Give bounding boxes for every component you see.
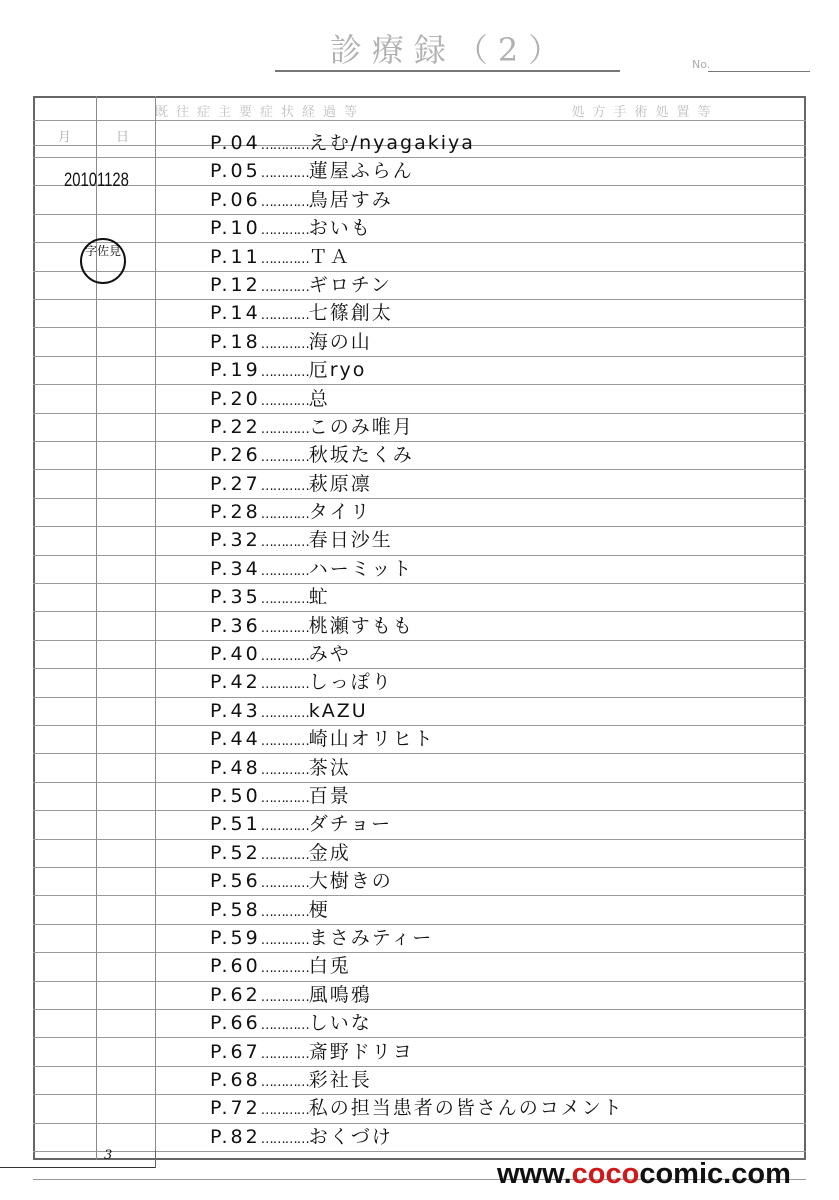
entry-page: P.51 — [210, 813, 261, 836]
entry-artist-name: 大樹きの — [308, 870, 393, 893]
entry-page: P.60 — [210, 955, 261, 978]
entry-leader-dots: ………… — [260, 847, 309, 863]
entry-leader-dots: ………… — [260, 365, 309, 381]
entry-leader-dots: ………… — [260, 223, 309, 239]
entry-page: P.72 — [210, 1097, 261, 1120]
ruled-line — [33, 120, 806, 121]
entry-leader-dots: ………… — [260, 563, 309, 579]
entry-artist-name: ギロチン — [308, 273, 392, 296]
entry-artist-name: 总 — [308, 387, 330, 410]
entry-page: P.06 — [210, 188, 261, 211]
entry-artist-name: 蓮屋ふらん — [308, 160, 414, 183]
list-item — [210, 725, 624, 753]
entry-page: P.58 — [210, 898, 261, 921]
entry-page: P.52 — [210, 841, 261, 864]
list-item — [210, 981, 624, 1009]
entry-artist-name: 七篠創太 — [308, 302, 393, 325]
record-number-label: No. — [692, 58, 711, 71]
list-item — [210, 271, 624, 299]
list-item — [210, 810, 624, 838]
entry-artist-name: 海の山 — [308, 330, 372, 353]
entry-artist-name: 鳥居すみ — [308, 188, 393, 211]
entry-leader-dots: ………… — [260, 393, 309, 409]
entry-artist-name: しいな — [308, 1012, 372, 1035]
entry-page: P.14 — [210, 302, 261, 325]
entry-artist-name: 春日沙生 — [308, 529, 393, 552]
entry-leader-dots: ………… — [260, 705, 309, 721]
entry-artist-name: 私の担当患者の皆さんのコメント — [308, 1097, 624, 1120]
entry-page: P.05 — [210, 160, 261, 183]
watermark-prefix: www. — [497, 1158, 572, 1190]
list-item — [210, 157, 624, 185]
entry-leader-dots: ………… — [260, 734, 309, 750]
header-symptoms: 既往症主要症状経過等 — [154, 105, 365, 120]
list-item — [210, 356, 624, 384]
record-date: 20101128 — [64, 170, 129, 191]
entry-leader-dots: ………… — [260, 507, 309, 523]
entry-page: P.28 — [210, 501, 261, 524]
entry-leader-dots: ………… — [260, 790, 309, 806]
watermark-coco: coco — [571, 1158, 640, 1190]
entry-artist-name: 厄ryo — [308, 359, 367, 382]
list-item — [210, 754, 624, 782]
list-item — [210, 526, 624, 554]
header-treatment: 処方手術処置等 — [571, 105, 719, 120]
watermark-suffix: .com — [723, 1158, 791, 1190]
entry-leader-dots: ………… — [260, 876, 309, 892]
name-seal-stamp: 字佐見 — [80, 238, 126, 284]
entry-artist-name: 茶汰 — [308, 756, 351, 779]
list-item — [210, 186, 624, 214]
bottom-rule — [0, 1167, 155, 1168]
title-underline — [275, 70, 620, 72]
entry-page: P.10 — [210, 217, 261, 240]
entry-leader-dots: ………… — [260, 904, 309, 920]
entry-page: P.43 — [210, 699, 261, 722]
entry-page: P.82 — [210, 1125, 261, 1148]
entry-page: P.11 — [210, 245, 261, 268]
entry-artist-name: 梗 — [308, 898, 330, 921]
list-item — [210, 441, 624, 469]
list-item — [210, 1066, 624, 1094]
watermark-link[interactable] — [497, 1158, 791, 1191]
entry-page: P.12 — [210, 273, 261, 296]
ruled-line — [33, 1151, 806, 1152]
entry-page: P.20 — [210, 387, 261, 410]
list-item — [210, 924, 624, 952]
entry-leader-dots: ………… — [260, 308, 309, 324]
list-item — [210, 1123, 624, 1151]
entry-leader-dots: ………… — [260, 762, 309, 778]
bottom-tick — [155, 1150, 156, 1168]
entry-leader-dots: ………… — [260, 535, 309, 551]
list-item — [210, 243, 624, 271]
entry-artist-name: 金成 — [308, 841, 351, 864]
list-item — [210, 782, 624, 810]
entry-leader-dots: ………… — [260, 1018, 309, 1034]
entry-leader-dots: ………… — [260, 649, 309, 665]
watermark-comic: comic — [639, 1158, 724, 1190]
entry-artist-name: おくづけ — [308, 1125, 393, 1148]
entry-artist-name: ＴＡ — [308, 245, 351, 268]
entry-page: P.68 — [210, 1068, 261, 1091]
date-column-divider — [155, 96, 156, 1160]
entry-page: P.44 — [210, 728, 261, 751]
list-item — [210, 1038, 624, 1066]
entry-page: P.34 — [210, 557, 261, 580]
entry-leader-dots: ………… — [260, 677, 309, 693]
list-item — [210, 214, 624, 242]
list-item — [210, 1009, 624, 1037]
list-item — [210, 385, 624, 413]
entry-leader-dots: ………… — [260, 194, 309, 210]
entry-artist-name: 白兎 — [308, 955, 351, 978]
entry-artist-name: このみ唯月 — [308, 415, 414, 438]
entry-artist-name: ダチョー — [308, 813, 393, 836]
entry-page: P.62 — [210, 983, 261, 1006]
entry-artist-name: まさみティー — [308, 926, 434, 949]
record-number-line — [708, 71, 810, 72]
entry-leader-dots: ………… — [260, 138, 309, 153]
list-item — [210, 555, 624, 583]
list-item — [210, 328, 624, 356]
entry-page: P.50 — [210, 784, 261, 807]
page-number: 3 — [104, 1148, 113, 1163]
list-item — [210, 896, 624, 924]
entry-artist-name: 秋坂たくみ — [308, 444, 414, 467]
entry-leader-dots: ………… — [260, 478, 309, 494]
entry-page: P.56 — [210, 870, 261, 893]
entry-page: P.19 — [210, 359, 261, 382]
entry-artist-name: おいも — [308, 217, 372, 240]
entry-leader-dots: ………… — [260, 620, 309, 636]
entry-artist-name: 風鳴鴉 — [308, 983, 372, 1006]
entry-page: P.66 — [210, 1012, 261, 1035]
entry-page: P.18 — [210, 330, 261, 353]
entry-page: P.04 — [210, 132, 261, 154]
entry-leader-dots: ………… — [260, 1074, 309, 1090]
entry-artist-name: ハーミット — [308, 557, 414, 580]
list-item — [210, 952, 624, 980]
entry-artist-name: 斎野ドリヨ — [308, 1040, 414, 1063]
entry-page: P.26 — [210, 444, 261, 467]
entry-leader-dots: ………… — [260, 1046, 309, 1062]
entry-page: P.32 — [210, 529, 261, 552]
entry-leader-dots: ………… — [260, 961, 309, 977]
entry-page: P.22 — [210, 415, 261, 438]
entry-artist-name: 彩社長 — [308, 1068, 372, 1091]
list-item — [210, 867, 624, 895]
page-title: 診療録（2） — [329, 31, 571, 69]
entry-artist-name: みや — [308, 643, 351, 666]
entry-leader-dots: ………… — [260, 1131, 309, 1147]
entry-artist-name: えむ/nyagakiya — [308, 132, 475, 154]
entry-leader-dots: ………… — [260, 450, 309, 466]
entry-leader-dots: ………… — [260, 166, 309, 182]
entry-leader-dots: ………… — [260, 989, 309, 1005]
entry-page: P.48 — [210, 756, 261, 779]
entry-page: P.36 — [210, 614, 261, 637]
entry-page: P.67 — [210, 1040, 261, 1063]
entry-artist-name: 崎山オリヒト — [308, 728, 435, 751]
entry-leader-dots: ………… — [260, 932, 309, 948]
list-item — [210, 299, 624, 327]
list-item — [210, 612, 624, 640]
list-item — [210, 697, 624, 725]
entry-artist-name: kAZU — [308, 699, 368, 722]
entry-artist-name: 萩原凛 — [308, 472, 372, 495]
list-item — [210, 470, 624, 498]
entry-artist-name: しっぽり — [308, 671, 393, 694]
entry-artist-name: 虻 — [308, 586, 330, 609]
list-item — [210, 129, 624, 157]
entry-page: P.59 — [210, 926, 261, 949]
list-item — [210, 1094, 624, 1122]
entry-leader-dots: ………… — [260, 819, 309, 835]
entry-leader-dots: ………… — [260, 421, 309, 437]
list-item — [210, 413, 624, 441]
entry-page: P.40 — [210, 643, 261, 666]
entry-leader-dots: ………… — [260, 336, 309, 352]
list-item — [210, 668, 624, 696]
header-day: 日 — [116, 130, 130, 145]
entry-page: P.27 — [210, 472, 261, 495]
entry-artist-name: 桃瀬すもも — [308, 614, 414, 637]
entry-page: P.35 — [210, 586, 261, 609]
entry-artist-name: 百景 — [308, 784, 351, 807]
header-month: 月 — [58, 130, 72, 145]
entry-leader-dots: ………… — [260, 592, 309, 608]
entry-leader-dots: ………… — [260, 1103, 309, 1119]
list-item — [210, 839, 624, 867]
entry-page: P.42 — [210, 671, 261, 694]
contents-list — [210, 129, 624, 1151]
list-item — [210, 640, 624, 668]
list-item — [210, 583, 624, 611]
entry-leader-dots: ………… — [260, 279, 309, 295]
list-item — [210, 498, 624, 526]
entry-artist-name: タイリ — [308, 501, 372, 524]
entry-leader-dots: ………… — [260, 251, 309, 267]
